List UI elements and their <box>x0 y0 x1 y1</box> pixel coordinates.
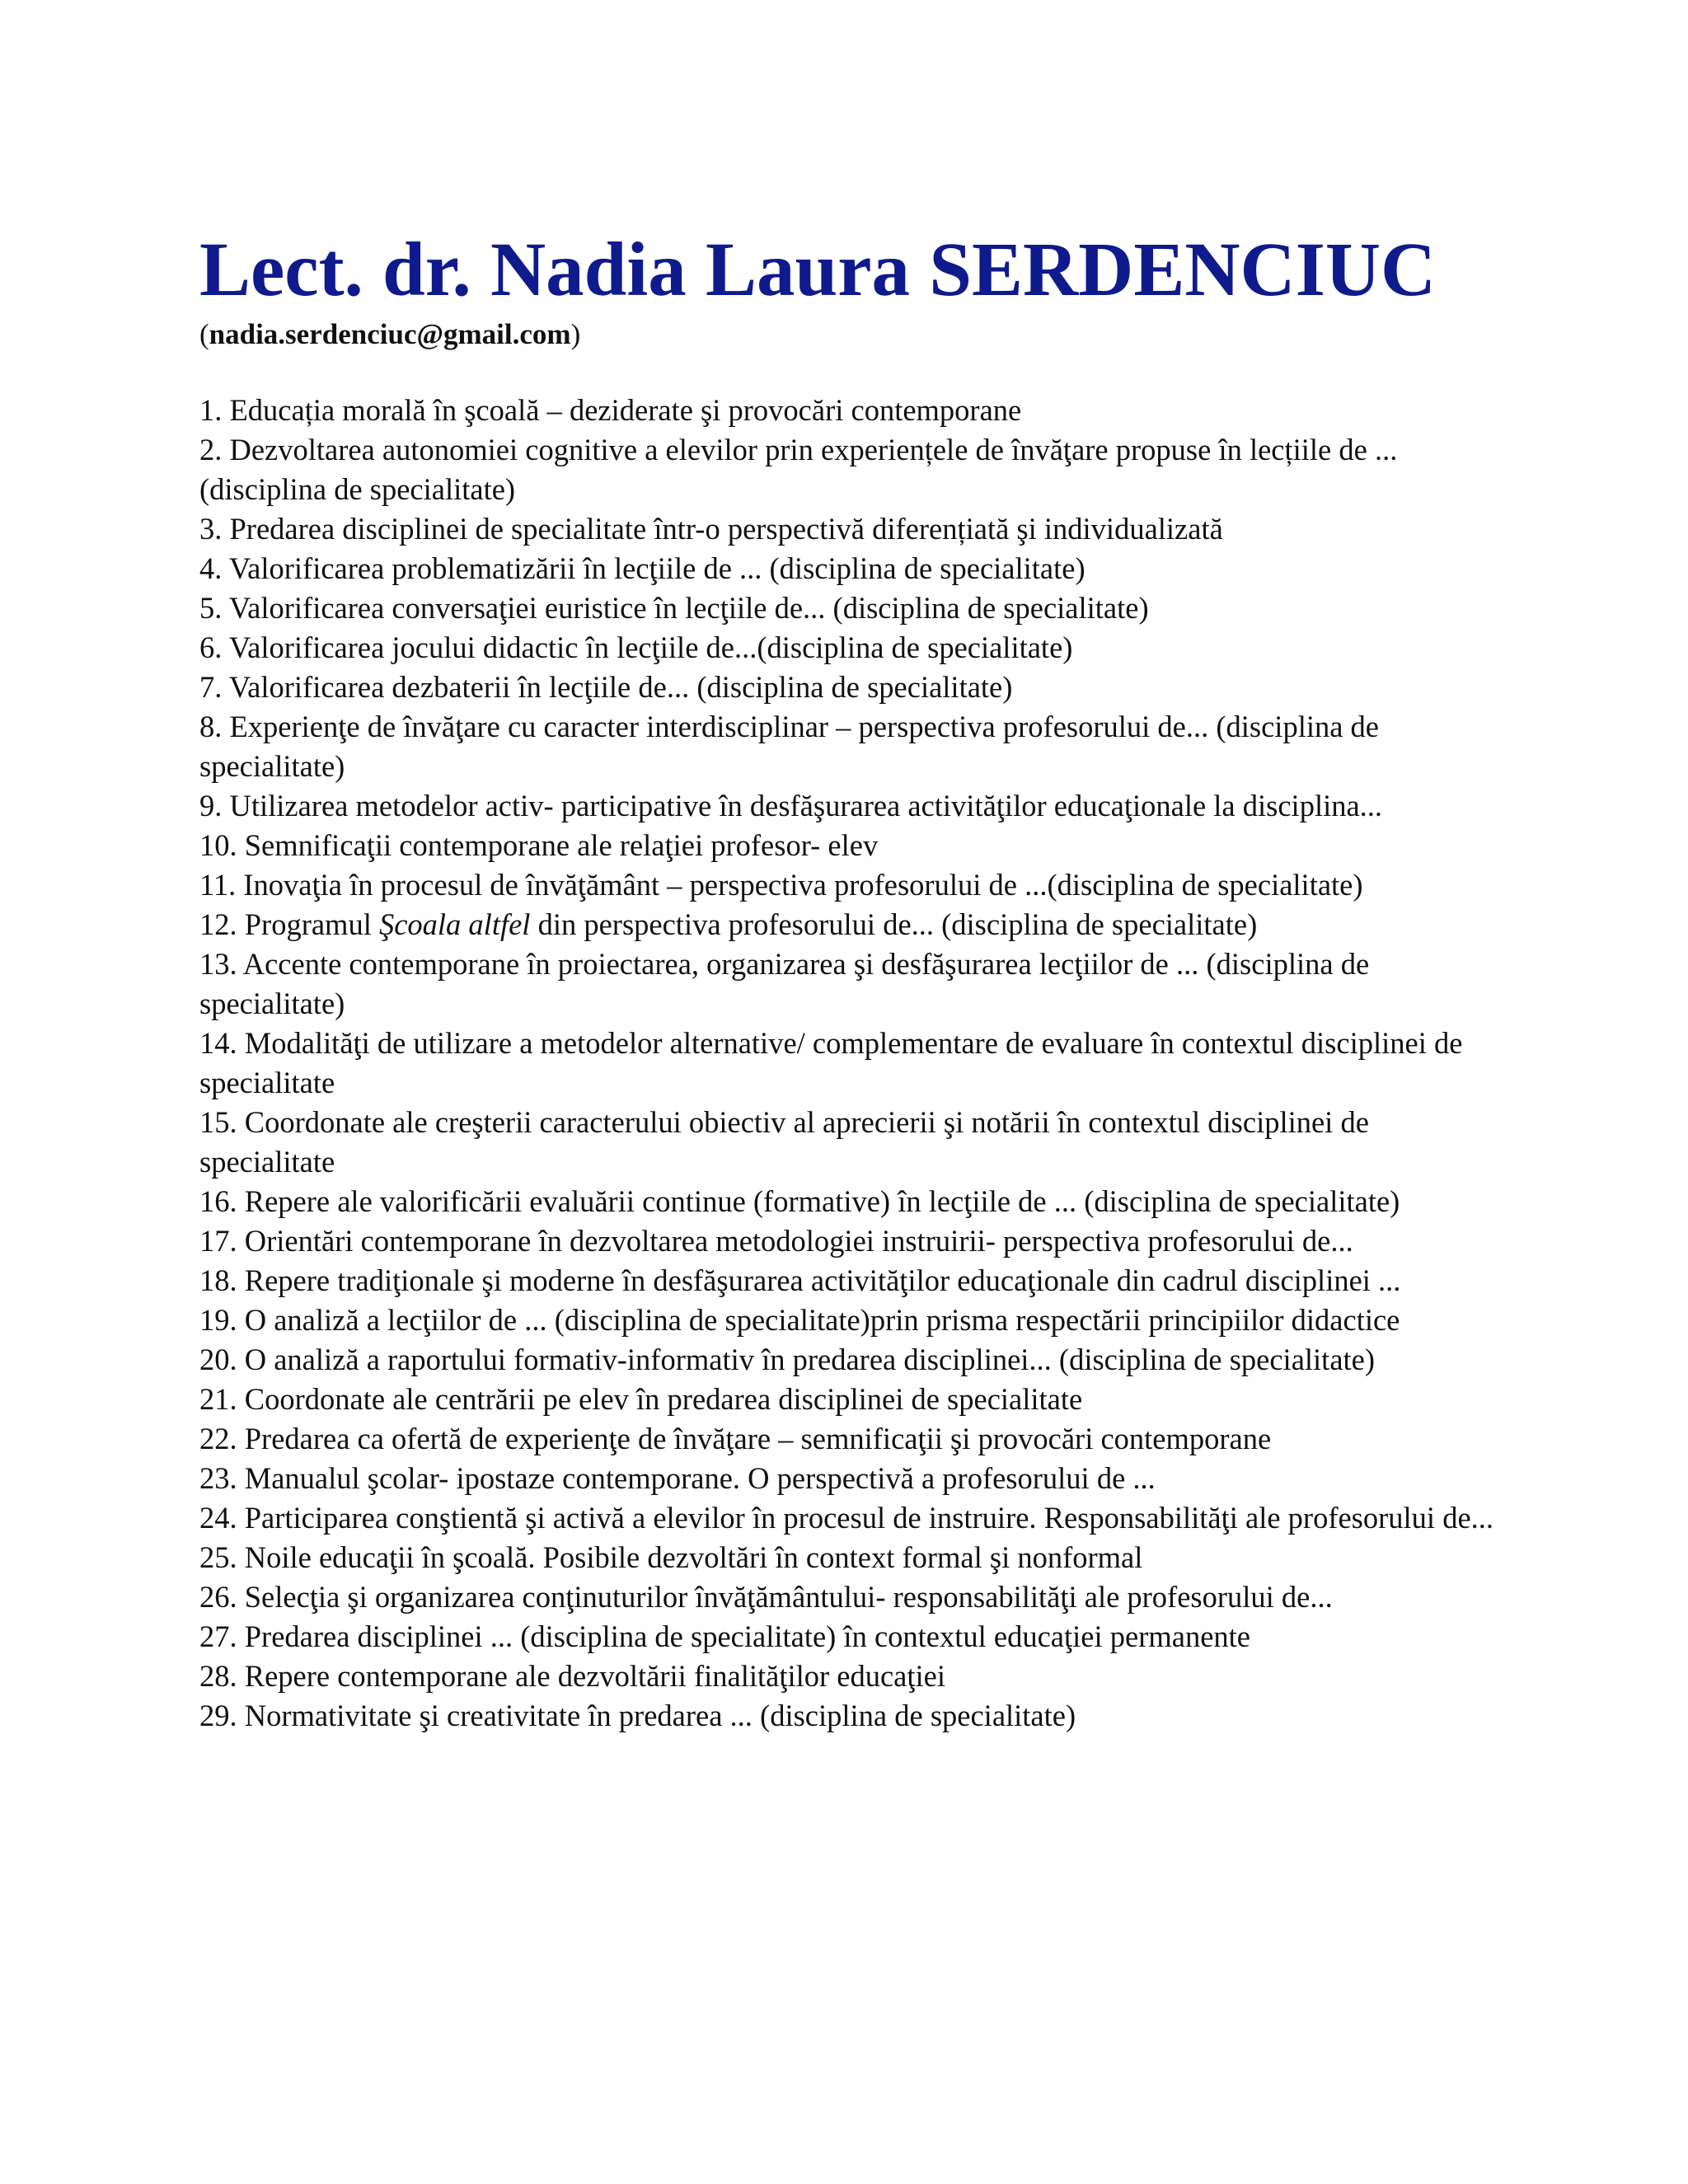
topic-text-italic: Şcoala altfel <box>378 907 531 941</box>
topic-item <box>199 826 1502 865</box>
topic-item <box>199 509 1502 549</box>
topic-text: Predarea disciplinei de specialitate într-o perspectivă diferențiată şi individualizată <box>229 512 1223 546</box>
topic-text: Semnificaţii contemporane ale relaţiei profesor- elev <box>244 828 879 862</box>
topic-item <box>199 391 1502 430</box>
topic-item <box>199 707 1502 786</box>
topic-text: Selecţia şi organizarea conţinuturilor învăţământului- responsabilităţi ale profesorului de... <box>244 1580 1333 1614</box>
topic-item <box>199 1103 1502 1182</box>
topic-number: 10. <box>199 828 237 862</box>
topic-number: 18. <box>199 1263 237 1297</box>
topic-number: 23. <box>199 1461 237 1495</box>
topic-number: 2. <box>199 433 223 466</box>
topic-number: 5. <box>199 591 223 625</box>
topic-number: 19. <box>199 1303 237 1337</box>
topic-text: Manualul şcolar- ipostaze contemporane. O perspectivă a profesorului de ... <box>244 1461 1156 1495</box>
topic-text: Valorificarea conversaţiei euristice în lecţiile de... (disciplina de specialitate) <box>228 591 1149 625</box>
topic-text: Repere tradiţionale şi moderne în desfăşurarea activităţilor educaţionale din cadrul disciplinei ... <box>244 1263 1401 1297</box>
topic-number: 22. <box>199 1422 237 1455</box>
email-line <box>199 316 1502 353</box>
topic-item <box>199 1024 1502 1103</box>
topic-text: Normativitate şi creativitate în predarea ... (disciplina de specialitate) <box>244 1699 1076 1732</box>
topic-number: 25. <box>199 1540 237 1574</box>
topic-number: 3. <box>199 512 223 546</box>
topic-number: 13. <box>199 947 237 981</box>
topic-number: 9. <box>199 789 223 823</box>
topic-item <box>199 1657 1502 1696</box>
topic-number: 16. <box>199 1184 237 1218</box>
topic-item <box>199 1498 1502 1538</box>
topic-text: Participarea conştientă şi activă a elevilor în procesul de instruire. Responsabilităţi ale profesorului de... <box>244 1501 1494 1535</box>
topic-text: Programul <box>244 907 379 941</box>
author-name: Lect. dr. Nadia Laura SERDENCIUC <box>199 227 1437 312</box>
topic-number: 29. <box>199 1699 237 1732</box>
topic-item <box>199 1221 1502 1261</box>
topic-text: Experienţe de învăţare cu caracter interdisciplinar – perspectiva profesorului de... (disciplina de specialitate) <box>199 710 1380 783</box>
email-close-paren: ) <box>570 318 581 350</box>
topic-item <box>199 588 1502 628</box>
topic-number: 28. <box>199 1659 237 1693</box>
topic-item <box>199 1182 1502 1221</box>
topic-number: 14. <box>199 1026 237 1060</box>
topic-item <box>199 1340 1502 1380</box>
topic-number: 20. <box>199 1343 237 1376</box>
topic-item <box>199 865 1502 905</box>
topic-item <box>199 430 1502 509</box>
topic-number: 24. <box>199 1501 237 1535</box>
topic-item <box>199 1261 1502 1301</box>
topic-text: Repere ale valorificării evaluării continue (formative) în lecţiile de ... (disciplina de specialitate) <box>244 1184 1400 1218</box>
topic-item <box>199 549 1502 588</box>
topic-number: 27. <box>199 1619 237 1653</box>
author-email: nadia.serdenciuc@gmail.com <box>209 318 571 350</box>
topic-number: 12. <box>199 907 237 941</box>
topic-number: 26. <box>199 1580 237 1614</box>
topic-text: O analiză a raportului formativ-informativ în predarea disciplinei... (disciplina de specialitate) <box>244 1343 1376 1376</box>
topic-number: 11. <box>199 868 237 902</box>
topic-number: 17. <box>199 1224 237 1258</box>
topic-item <box>199 1696 1502 1736</box>
topic-item <box>199 1301 1502 1340</box>
topic-item <box>199 1577 1502 1617</box>
topic-item <box>199 628 1502 668</box>
topic-item <box>199 1538 1502 1577</box>
topic-text: Predarea ca ofertă de experienţe de învăţare – semnificaţii şi provocări contemporane <box>244 1422 1272 1455</box>
topic-text: Coordonate ale centrării pe elev în predarea disciplinei de specialitate <box>244 1382 1083 1416</box>
topic-item <box>199 668 1502 707</box>
topic-text: Orientări contemporane în dezvoltarea metodologiei instruirii- perspectiva profesorului de... <box>244 1224 1353 1258</box>
topic-text: Utilizarea metodelor activ- participative în desfăşurarea activităţilor educaţionale la disciplina... <box>229 789 1383 823</box>
topic-text: Noile educaţii în şcoală. Posibile dezvoltări în context formal şi nonformal <box>244 1540 1143 1574</box>
topic-item <box>199 905 1502 944</box>
topic-text: Repere contemporane ale dezvoltării finalităţilor educaţiei <box>244 1659 945 1693</box>
topic-number: 15. <box>199 1105 237 1139</box>
topic-item <box>199 1617 1502 1657</box>
topic-item <box>199 1419 1502 1459</box>
topic-text: Educația morală în şcoală – deziderate şi provocări contemporane <box>229 393 1022 427</box>
topic-number: 4. <box>199 551 223 585</box>
topic-text: Predarea disciplinei ... (disciplina de specialitate) în contextul educaţiei permanente <box>244 1619 1250 1653</box>
topic-item <box>199 1380 1502 1419</box>
topic-number: 21. <box>199 1382 237 1416</box>
topic-text: O analiză a lecţiilor de ... (disciplina de specialitate)prin prisma respectării principiilor didactice <box>244 1303 1400 1337</box>
document-content <box>199 224 1502 1736</box>
topic-item <box>199 786 1502 826</box>
topic-text: Accente contemporane în proiectarea, organizarea şi desfăşurarea lecţiilor de ... (disciplina de specialitate) <box>199 947 1370 1020</box>
email-open-paren: ( <box>199 318 209 350</box>
topic-text: Modalităţi de utilizare a metodelor alternative/ complementare de evaluare în contextul disciplinei de specialitate <box>199 1026 1463 1099</box>
topic-text: Inovaţia în procesul de învăţământ – perspectiva profesorului de ...(disciplina de specialitate) <box>243 868 1363 902</box>
topic-list <box>199 391 1502 1736</box>
topic-number: 7. <box>199 670 223 704</box>
topic-number: 6. <box>199 630 223 664</box>
topic-text: Dezvoltarea autonomiei cognitive a elevilor prin experiențele de învăţare propuse în lecțiile de ...(disciplina de specialitate) <box>199 433 1398 506</box>
topic-number: 1. <box>199 393 223 427</box>
topic-text: Valorificarea dezbaterii în lecţiile de... (disciplina de specialitate) <box>228 670 1013 704</box>
topic-text: Coordonate ale creşterii caracterului obiectiv al aprecierii şi notării în contextul disciplinei de specialitate <box>199 1105 1369 1179</box>
topic-item <box>199 944 1502 1024</box>
topic-text: Valorificarea jocului didactic în lecţiile de...(disciplina de specialitate) <box>228 630 1073 664</box>
topic-item <box>199 1459 1502 1498</box>
topic-text: din perspectiva profesorului de... (disciplina de specialitate) <box>530 907 1258 941</box>
topic-text: Valorificarea problematizării în lecţiile de ... (disciplina de specialitate) <box>228 551 1085 585</box>
topic-number: 8. <box>199 710 223 743</box>
